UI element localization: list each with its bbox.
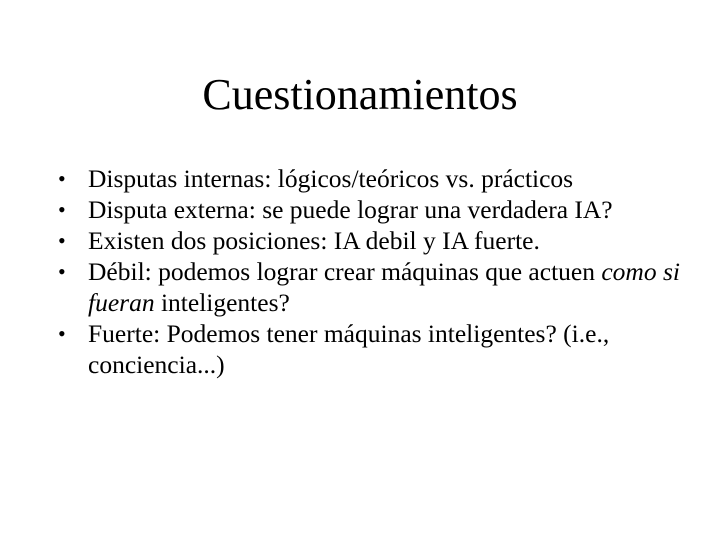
bullet-icon: • [58,321,66,346]
bullet-icon: • [58,166,66,191]
bullet-list [54,163,684,380]
bullet-item-weak-ai [54,256,684,318]
bullet-text: Existen dos posiciones: IA debil y IA fuerte. [88,226,540,255]
bullet-icon: • [58,228,66,253]
bullet-text: Disputas internas: lógicos/teóricos vs. prácticos [88,164,574,193]
bullet-text: Disputa externa: se puede lograr una verdadera IA? [88,195,613,224]
bullet-item-strong-ai [54,318,684,380]
bullet-text-emphasis: como si fueran [88,257,680,317]
bullet-text-after: inteligentes? [154,288,290,317]
bullet-text-before: Débil: podemos lograr crear máquinas que actuen [88,257,602,286]
bullet-icon: • [58,197,66,222]
bullet-item-internal-disputes [54,163,684,194]
bullet-text: Fuerte: Podemos tener máquinas inteligentes? (i.e., conciencia...) [88,319,610,379]
slide-title: Cuestionamientos [202,70,518,119]
bullet-item-external-dispute [54,194,684,225]
bullet-item-two-positions [54,225,684,256]
bullet-icon: • [58,259,66,284]
